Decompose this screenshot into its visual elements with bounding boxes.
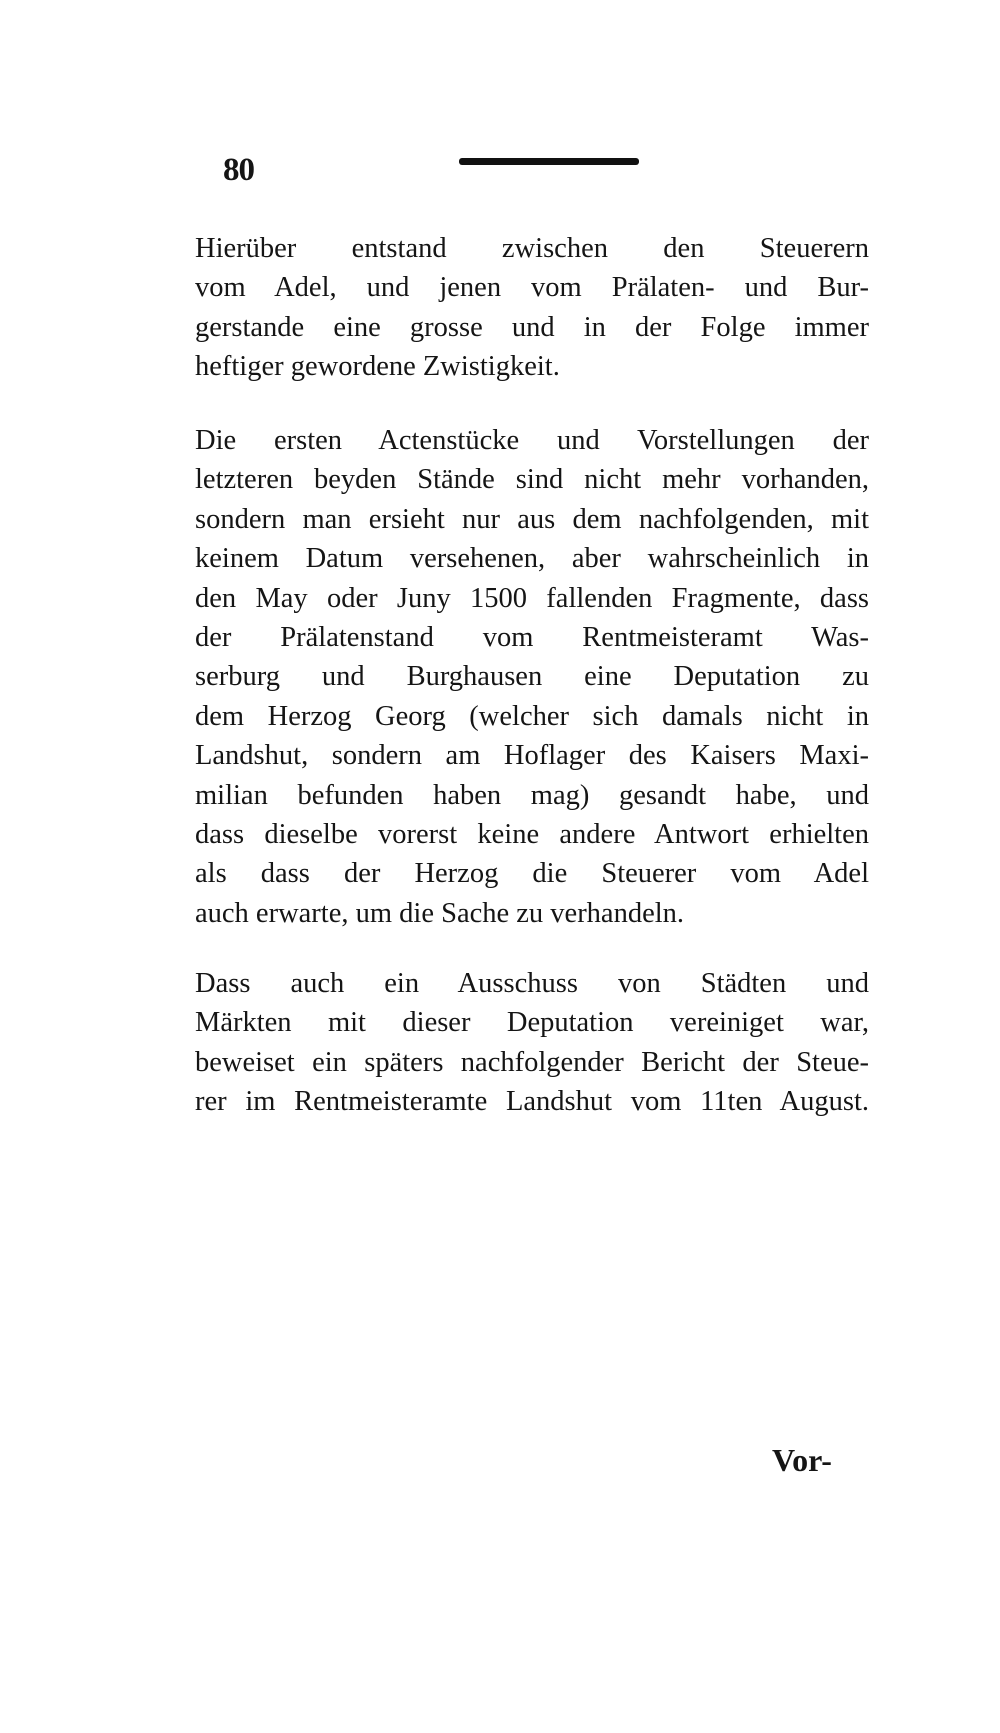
text-line: keinem Datum versehenen, aber wahrscheinlich in xyxy=(195,543,869,575)
paragraph-3 xyxy=(195,964,869,1122)
text-line: serburg und Burghausen eine Deputation zu xyxy=(195,661,869,693)
text-line: Die ersten Actenstücke und Vorstellungen der xyxy=(195,425,869,456)
text-line: sondern man ersieht nur aus dem nachfolgenden, mit xyxy=(195,503,869,535)
text-line: gerstande eine grosse und in der Folge immer xyxy=(195,311,869,343)
text-line: dem Herzog Georg (welcher sich damals nicht in xyxy=(195,700,869,732)
header-rule xyxy=(459,158,639,165)
text-line: den May oder Juny 1500 fallenden Fragmente, dass xyxy=(195,582,869,614)
text-line: vom Adel, und jenen vom Prälaten- und Bur- xyxy=(195,272,869,304)
text-line: rer im Rentmeisteramte Landshut vom 11ten August. xyxy=(195,1086,869,1118)
text-line: dass dieselbe vorerst keine andere Antwort erhielten xyxy=(195,819,869,851)
text-line: heftiger gewordene Zwistigkeit. xyxy=(195,351,560,383)
text-line: der Prälatenstand vom Rentmeisteramt Was- xyxy=(195,622,869,654)
paragraph-1 xyxy=(195,229,869,387)
paragraph-2 xyxy=(195,421,869,933)
catchword: Vor- xyxy=(772,1442,832,1478)
text-line: Landshut, sondern am Hoflager des Kaisers Maxi- xyxy=(195,740,869,772)
text-line: beweiset ein späters nachfolgender Bericht der Steue- xyxy=(195,1046,869,1078)
text-line: Dass auch ein Ausschuss von Städten und xyxy=(195,968,869,999)
text-line: Märkten mit dieser Deputation vereiniget war, xyxy=(195,1007,869,1039)
text-line: Hierüber entstand zwischen den Steuerern xyxy=(195,233,869,264)
text-line: als dass der Herzog die Steuerer vom Adel xyxy=(195,858,869,890)
text-line: letzteren beyden Stände sind nicht mehr vorhanden, xyxy=(195,464,869,496)
text-line: auch erwarte, um die Sache zu verhandeln. xyxy=(195,897,685,929)
page-number: 80 xyxy=(223,152,254,188)
text-line: milian befunden haben mag) gesandt habe, und xyxy=(195,779,869,811)
